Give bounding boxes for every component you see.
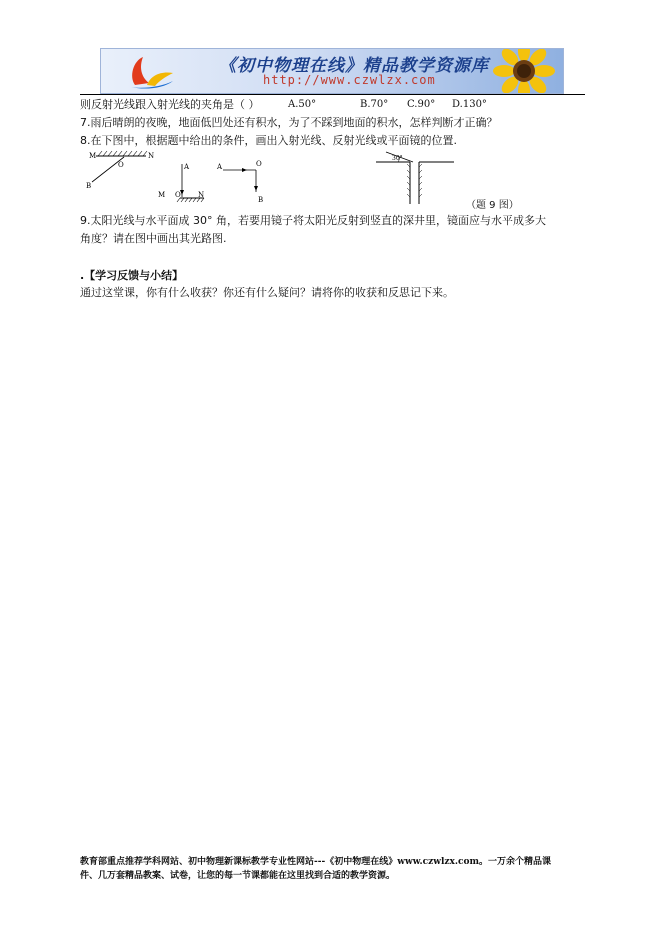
q6-option-d: D.130°	[452, 99, 487, 110]
page-footer	[80, 855, 600, 883]
fig9-caption: （题 9 图）	[466, 200, 519, 211]
q9-line-2: 角度？请在图中画出其光路图.	[80, 232, 227, 245]
banner-url[interactable]: http://www.czwlzx.com	[263, 73, 436, 87]
summary-text: 通过这堂课，你有什么收获？你还有什么疑问？请将你的收获和反思记下来。	[80, 286, 454, 299]
footer-line-2: 件、几万套精品教案、试卷，让您的每一节课都能在这里找到合适的教学资源。	[80, 871, 396, 881]
summary-heading: .【学习反馈与小结】	[80, 269, 184, 282]
fig1-label-n: N	[148, 152, 155, 160]
fig1-label-o: O	[118, 161, 124, 169]
q7-text: 7.雨后晴朗的夜晚，地面低凹处还有积水，为了不踩到地面的积水，怎样判断才正确？	[80, 116, 498, 129]
q6-option-c: C.90°	[407, 99, 436, 110]
q9-line-1: 9.太阳光线与水平面成 30° 角，若要用镜子将太阳光反射到竖直的深井里，镜面应与水平成多大	[80, 214, 546, 227]
header-banner	[100, 48, 564, 94]
figure-1	[86, 151, 154, 190]
fig1-label-b: B	[86, 182, 92, 190]
fig1-label-m: M	[89, 152, 97, 160]
q6-option-b: B.70°	[360, 99, 389, 110]
sunflower-icon	[489, 48, 559, 94]
fig3-label-b: B	[258, 196, 264, 204]
q8-text: 8.在下图中，根据题中给出的条件，画出入射光线、反射光线或平面镜的位置.	[80, 134, 457, 147]
banner-title: 《初中物理在线》精品教学资源库	[219, 56, 489, 76]
fig4-angle-label: 30°	[392, 155, 403, 162]
site-logo-icon	[121, 53, 181, 89]
fig3-label-a: A	[217, 163, 223, 171]
q6-text: 则反射光线跟入射光线的夹角是（ ）	[80, 98, 260, 111]
footer-line-1: 教育部重点推荐学科网站、初中物理新课标教学专业性网站---《初中物理在线》www.czwlzx.com。一万余个精品课	[80, 857, 552, 867]
q6-option-a: A.50°	[288, 99, 317, 110]
header-divider	[80, 94, 585, 95]
fig2-label-n: N	[198, 191, 205, 199]
fig2-label-m: M	[158, 191, 166, 199]
figure-3	[216, 160, 263, 204]
fig2-label-a: A	[184, 163, 190, 171]
fig2-label-o: O	[175, 191, 181, 199]
figure-2	[158, 163, 204, 202]
fig3-label-o: O	[256, 160, 262, 168]
figure-4-well	[376, 152, 454, 204]
